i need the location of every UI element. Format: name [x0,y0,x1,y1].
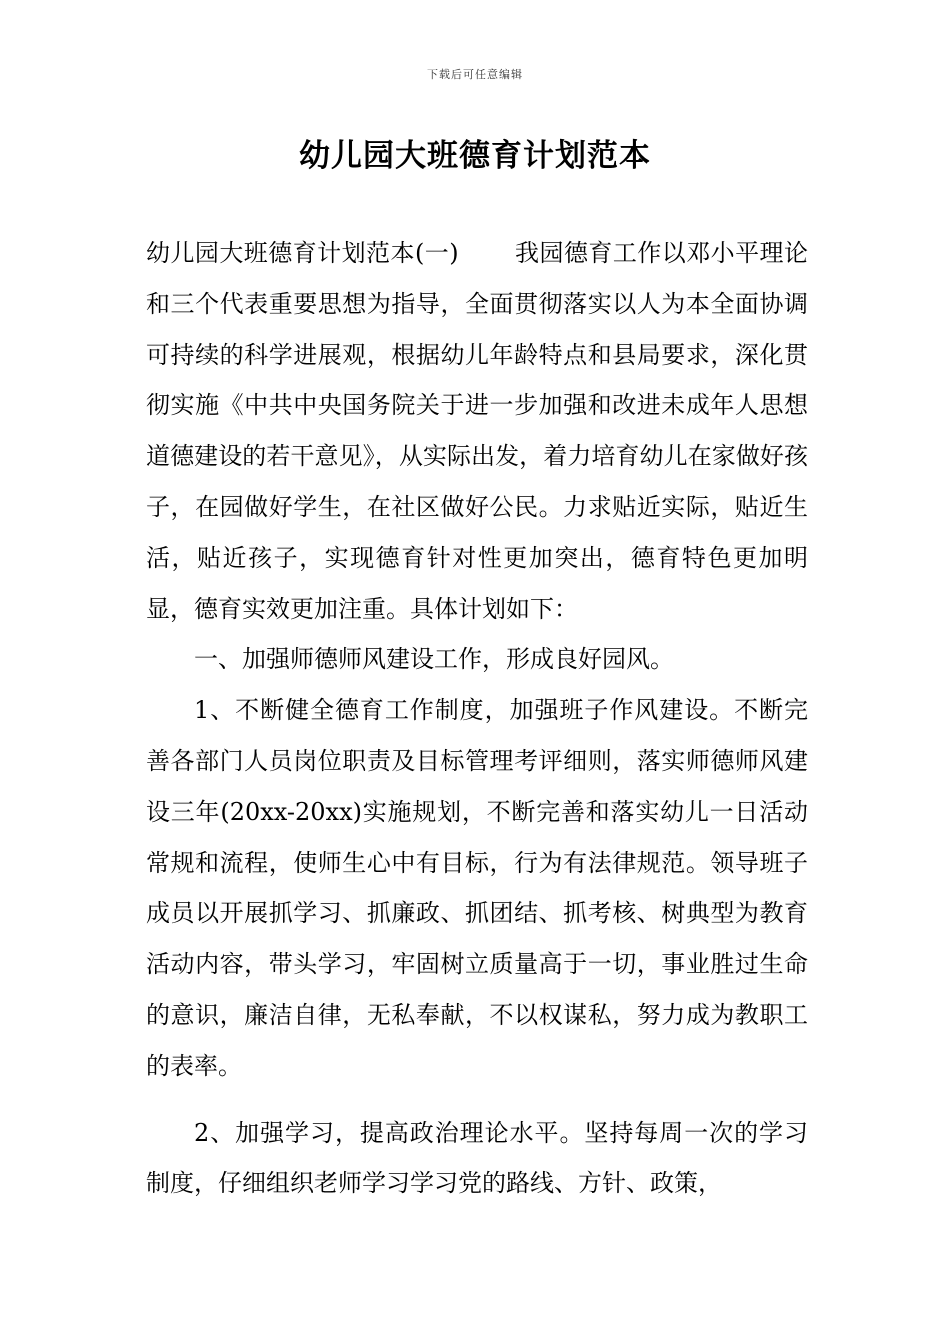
document-title: 幼儿园大班德育计划范本 [299,138,651,174]
document-body [146,228,808,1209]
intro-lead: 幼儿园大班德育计划范本(一) [146,239,459,267]
intro-text: 我园德育工作以邓小平理论和三个代表重要思想为指导，全面贯彻落实以人为本全面协调可持续的科学进展观，根据幼儿年龄特点和县局要求，深化贯彻实施《中共中央国务院关于进一步加强和改进未成年人思想道德建设的若干意见》，从实际出发，着力培育幼儿在家做好孩子，在园做好学生，在社区做好公民。力求贴近实际，贴近生活，贴近孩子，实现德育针对性更加突出，德育特色更加明显，德育实效更加注重。具体计划如下： [146,239,809,623]
intro-paragraph [146,228,808,634]
body-paragraph-2: 2、加强学习，提高政治理论水平。坚持每周一次的学习制度，仔细组织老师学习学习党的路线、方针、政策， [146,1118,808,1198]
section-heading-1: 一、加强师德师风建设工作，形成良好园风。 [194,645,674,674]
body-paragraph-1: 1、不断健全德育工作制度，加强班子作风建设。不断完善各部门人员岗位职责及目标管理考评细则，落实师德师风建设三年(20xx-20xx)实施规划，不断完善和落实幼儿一日活动常规和流程，使师生心中有目标，行为有法律规范。领导班子成员以开展抓学习、抓廉政、抓团结、抓考核、树典型为教育活动内容，带头学习，牢固树立质量高于一切，事业胜过生命的意识，廉洁自律，无私奉献，不以权谋私，努力成为教职工的表率。 [146,696,808,1080]
header-note: 下载后可任意编辑 [427,68,523,81]
